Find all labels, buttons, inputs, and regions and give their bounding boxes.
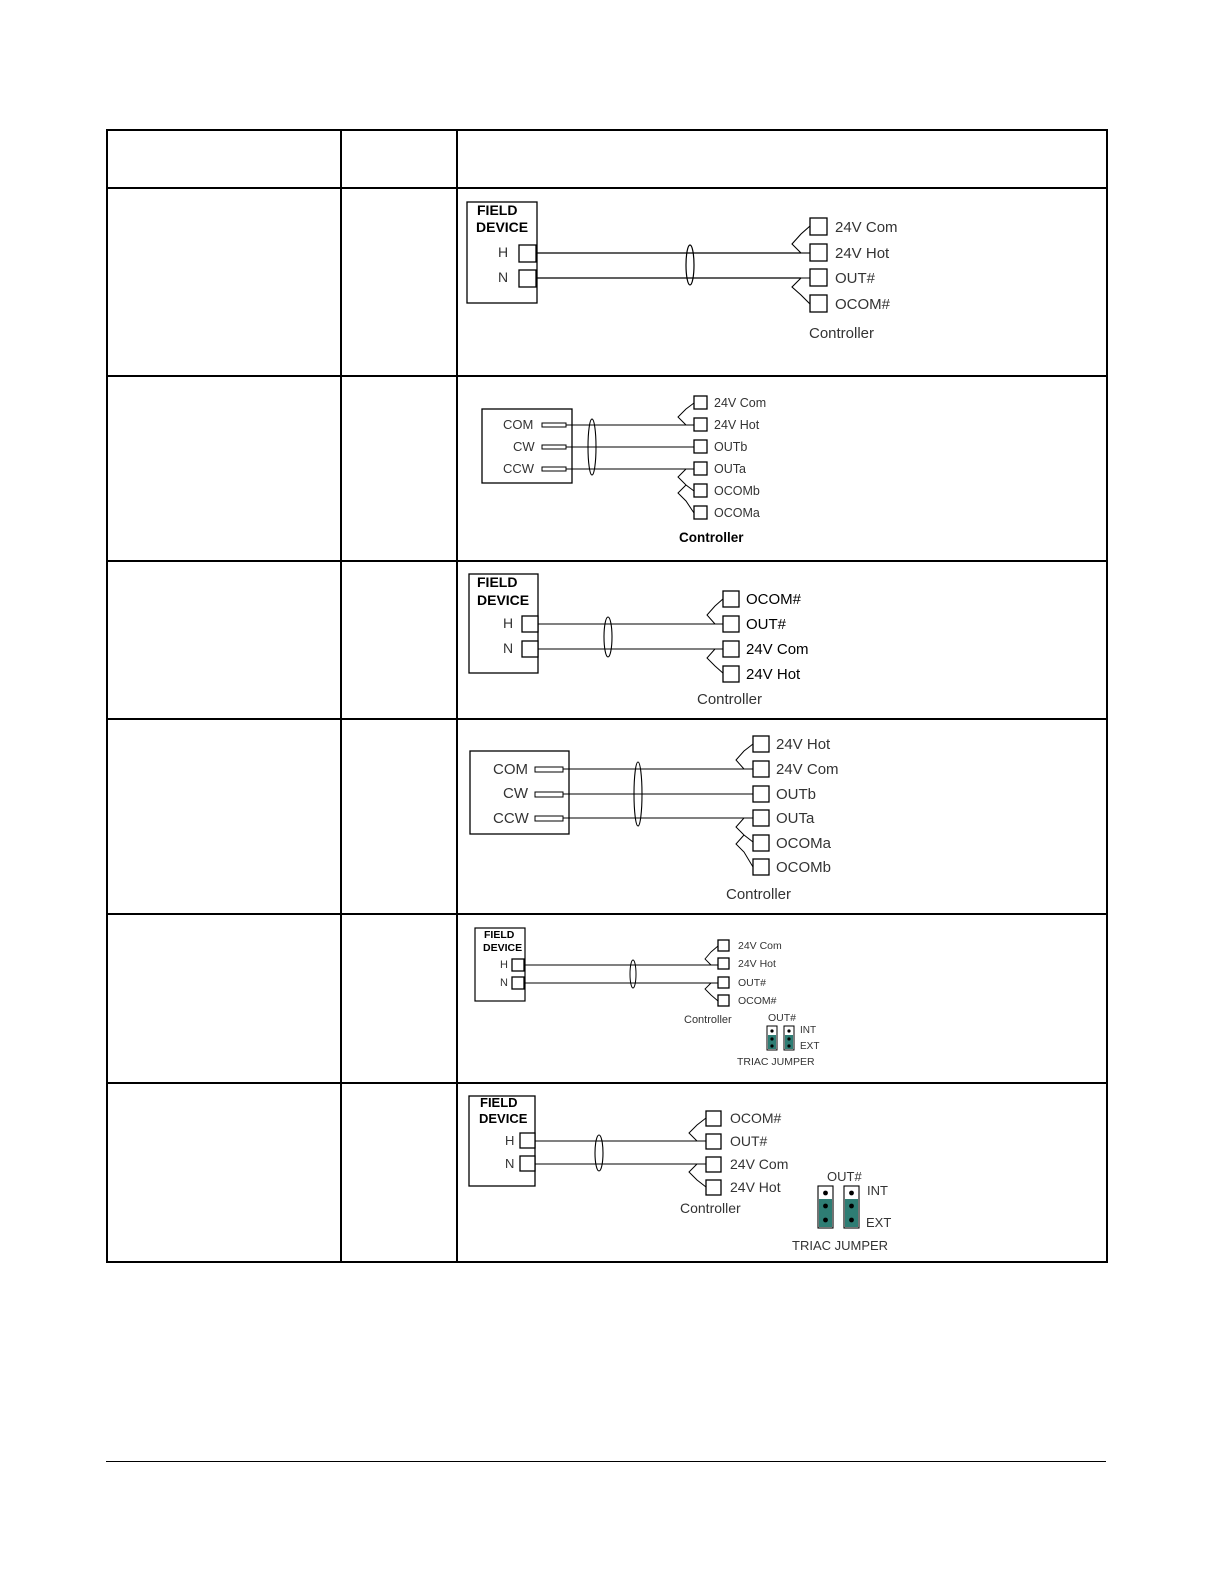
cable-bundle — [604, 617, 612, 657]
diagram-cell — [457, 1083, 1107, 1262]
jumper-title: OUT# — [768, 1012, 797, 1024]
device-terminal-label: H — [498, 244, 509, 260]
controller-terminal-label: 24V Hot — [730, 1179, 781, 1195]
jumper-int-label: INT — [867, 1183, 888, 1198]
device-terminal — [522, 641, 538, 657]
controller-terminal-label: OUT# — [835, 270, 876, 287]
device-terminal — [522, 616, 538, 632]
jumper-cap — [819, 1199, 832, 1227]
device-terminal-label: N — [503, 640, 514, 656]
table-cell — [107, 1083, 341, 1262]
device-terminal — [535, 792, 563, 797]
wiring-diagram-1 — [458, 189, 1104, 374]
diagram-cell — [457, 188, 1107, 376]
controller-terminal-label: OCOM# — [746, 591, 802, 608]
table-cell — [341, 914, 457, 1083]
wire-loop — [707, 649, 724, 674]
jumper-pin — [823, 1191, 828, 1196]
device-terminal-label: H — [505, 1133, 515, 1148]
table-row — [107, 914, 1107, 1083]
controller-terminal — [810, 218, 827, 235]
device-terminal-label: CW — [513, 439, 535, 454]
controller-terminal-label: OUT# — [746, 616, 787, 633]
controller-terminal-label: 24V Com — [835, 219, 898, 236]
jumper-ext-label: EXT — [866, 1215, 892, 1230]
controller-label: Controller — [680, 1200, 741, 1216]
controller-terminal-label: 24V Com — [738, 940, 782, 952]
device-terminal-label: N — [505, 1156, 515, 1171]
controller-terminal-label: 24V Com — [730, 1156, 789, 1172]
wire-loop — [705, 983, 718, 1001]
wire-loop — [678, 447, 694, 513]
controller-terminal — [694, 418, 707, 431]
jumper-cap — [845, 1199, 858, 1227]
device-terminal — [542, 467, 566, 471]
wiring-diagram-3 — [458, 562, 1104, 717]
jumper-pin — [823, 1204, 828, 1209]
controller-terminal-label: OUTb — [714, 440, 748, 454]
controller-terminal — [706, 1180, 721, 1195]
wire-loop — [792, 278, 810, 304]
field-device-label: FIELD — [480, 1095, 518, 1110]
controller-label: Controller — [726, 886, 792, 903]
table-cell — [341, 561, 457, 719]
device-terminal-label: N — [498, 269, 509, 285]
device-terminal-label: COM — [493, 761, 528, 778]
device-terminal-label: H — [503, 615, 514, 631]
jumper-ext-label: EXT — [800, 1041, 820, 1052]
wire-loop — [689, 1118, 706, 1141]
controller-label: Controller — [679, 530, 744, 545]
table-cell — [341, 719, 457, 914]
field-device-label: FIELD — [484, 929, 515, 941]
controller-terminal-label: OCOMa — [776, 835, 832, 852]
device-terminal — [520, 1156, 535, 1171]
controller-terminal — [723, 591, 739, 607]
controller-terminal-label: OCOMa — [714, 506, 760, 520]
field-device-label: DEVICE — [476, 219, 529, 235]
controller-terminal-label: OCOMb — [776, 859, 832, 876]
controller-terminal — [753, 835, 769, 851]
device-terminal — [535, 767, 563, 772]
device-terminal — [542, 423, 566, 427]
jumper-label: TRIAC JUMPER — [792, 1238, 889, 1253]
controller-terminal-label: 24V Hot — [776, 736, 831, 753]
wiring-diagram-6 — [458, 1084, 1104, 1260]
wiring-diagram-5 — [458, 915, 1104, 1081]
controller-terminal-label: OUT# — [730, 1133, 768, 1149]
controller-terminal-label: OUTb — [776, 786, 817, 803]
jumper-pin — [823, 1218, 828, 1223]
header-cell — [107, 130, 341, 188]
device-terminal — [519, 245, 536, 262]
jumper-pin — [787, 1037, 790, 1040]
jumper-pin — [770, 1029, 773, 1032]
controller-terminal — [753, 736, 769, 752]
controller-terminal-label: OUT# — [738, 977, 767, 989]
controller-terminal — [718, 995, 729, 1006]
field-device-label: DEVICE — [479, 1111, 528, 1126]
controller-terminal — [810, 295, 827, 312]
table-row — [107, 719, 1107, 914]
device-terminal — [535, 816, 563, 821]
diagram-cell — [457, 561, 1107, 719]
device-terminal — [512, 977, 524, 989]
controller-terminal — [706, 1134, 721, 1149]
controller-terminal — [694, 396, 707, 409]
device-terminal — [519, 270, 536, 287]
controller-terminal — [753, 786, 769, 802]
wire-loop — [689, 1164, 706, 1187]
field-device-label: DEVICE — [483, 942, 523, 954]
table-cell — [107, 188, 341, 376]
field-device-label: FIELD — [477, 574, 518, 590]
wiring-table — [106, 129, 1108, 1263]
table-row — [107, 1083, 1107, 1262]
controller-terminal — [706, 1111, 721, 1126]
controller-terminal-label: OCOM# — [835, 296, 891, 313]
header-cell — [341, 130, 457, 188]
jumper-label: TRIAC JUMPER — [737, 1056, 815, 1068]
controller-terminal — [706, 1157, 721, 1172]
controller-terminal — [694, 462, 707, 475]
controller-terminal — [723, 641, 739, 657]
diagram-cell — [457, 376, 1107, 561]
table-row — [107, 561, 1107, 719]
controller-terminal — [694, 484, 707, 497]
device-terminal-label: CCW — [503, 461, 535, 476]
field-device-label: DEVICE — [477, 592, 530, 608]
device-terminal-label: N — [500, 977, 508, 989]
table-row — [107, 376, 1107, 561]
controller-label: Controller — [809, 325, 875, 342]
footer-divider — [106, 1461, 1106, 1462]
jumper-pin — [787, 1044, 790, 1047]
diagram-cell — [457, 914, 1107, 1083]
wiring-diagram-2 — [458, 377, 1104, 559]
controller-label: Controller — [684, 1014, 732, 1026]
device-terminal-label: CW — [503, 785, 528, 802]
controller-terminal — [694, 506, 707, 519]
controller-terminal — [810, 269, 827, 286]
controller-terminal-label: 24V Com — [714, 396, 767, 410]
device-terminal — [542, 445, 566, 449]
wire-loop — [678, 403, 694, 425]
diagram-cell — [457, 719, 1107, 914]
device-terminal — [512, 959, 524, 971]
jumper-pin — [770, 1044, 773, 1047]
controller-terminal-label: 24V Hot — [714, 418, 760, 432]
device-terminal — [520, 1133, 535, 1148]
controller-terminal — [753, 761, 769, 777]
wire-loop — [792, 226, 810, 253]
device-terminal-label: CCW — [493, 810, 529, 827]
table-header-row — [107, 130, 1107, 188]
controller-terminal-label: OCOMb — [714, 484, 760, 498]
controller-terminal-label: 24V Hot — [738, 958, 776, 970]
table-row — [107, 188, 1107, 376]
jumper-pin — [770, 1037, 773, 1040]
header-cell — [457, 130, 1107, 188]
jumper-title: OUT# — [827, 1169, 862, 1184]
wire-loop — [736, 744, 753, 769]
wiring-diagram-4 — [458, 720, 1104, 912]
controller-terminal — [723, 666, 739, 682]
table-cell — [341, 1083, 457, 1262]
controller-terminal-label: 24V Com — [776, 761, 839, 778]
triac-jumper — [818, 1186, 859, 1228]
controller-terminal — [718, 958, 729, 969]
device-terminal-label: H — [500, 959, 508, 971]
wire-loop — [736, 794, 753, 867]
controller-terminal — [718, 940, 729, 951]
table-cell — [107, 719, 341, 914]
jumper-pin — [787, 1029, 790, 1032]
jumper-pin — [849, 1204, 854, 1209]
controller-terminal-label: OCOM# — [730, 1110, 782, 1126]
triac-jumper — [767, 1026, 794, 1050]
table-cell — [107, 376, 341, 561]
jumper-pin — [849, 1191, 854, 1196]
table-cell — [107, 914, 341, 1083]
table-cell — [341, 188, 457, 376]
controller-terminal-label: 24V Hot — [746, 666, 801, 683]
controller-terminal-label: 24V Hot — [835, 245, 890, 262]
controller-terminal-label: OCOM# — [738, 995, 777, 1007]
controller-terminal — [694, 440, 707, 453]
controller-terminal — [718, 977, 729, 988]
controller-terminal — [753, 810, 769, 826]
wire-loop — [705, 946, 718, 965]
wire-loop — [707, 598, 724, 624]
device-terminal-label: COM — [503, 417, 534, 432]
controller-label: Controller — [697, 691, 763, 708]
controller-terminal-label: OUTa — [776, 810, 815, 827]
table-cell — [107, 561, 341, 719]
controller-terminal-label: OUTa — [714, 462, 746, 476]
controller-terminal-label: 24V Com — [746, 641, 809, 658]
controller-terminal — [723, 616, 739, 632]
cable-bundle — [630, 960, 636, 988]
controller-terminal — [810, 244, 827, 261]
field-device-label: FIELD — [477, 202, 518, 218]
table-cell — [341, 376, 457, 561]
cable-bundle — [595, 1135, 603, 1171]
jumper-int-label: INT — [800, 1025, 817, 1036]
cable-bundle — [686, 245, 694, 285]
controller-terminal — [753, 859, 769, 875]
jumper-pin — [849, 1218, 854, 1223]
